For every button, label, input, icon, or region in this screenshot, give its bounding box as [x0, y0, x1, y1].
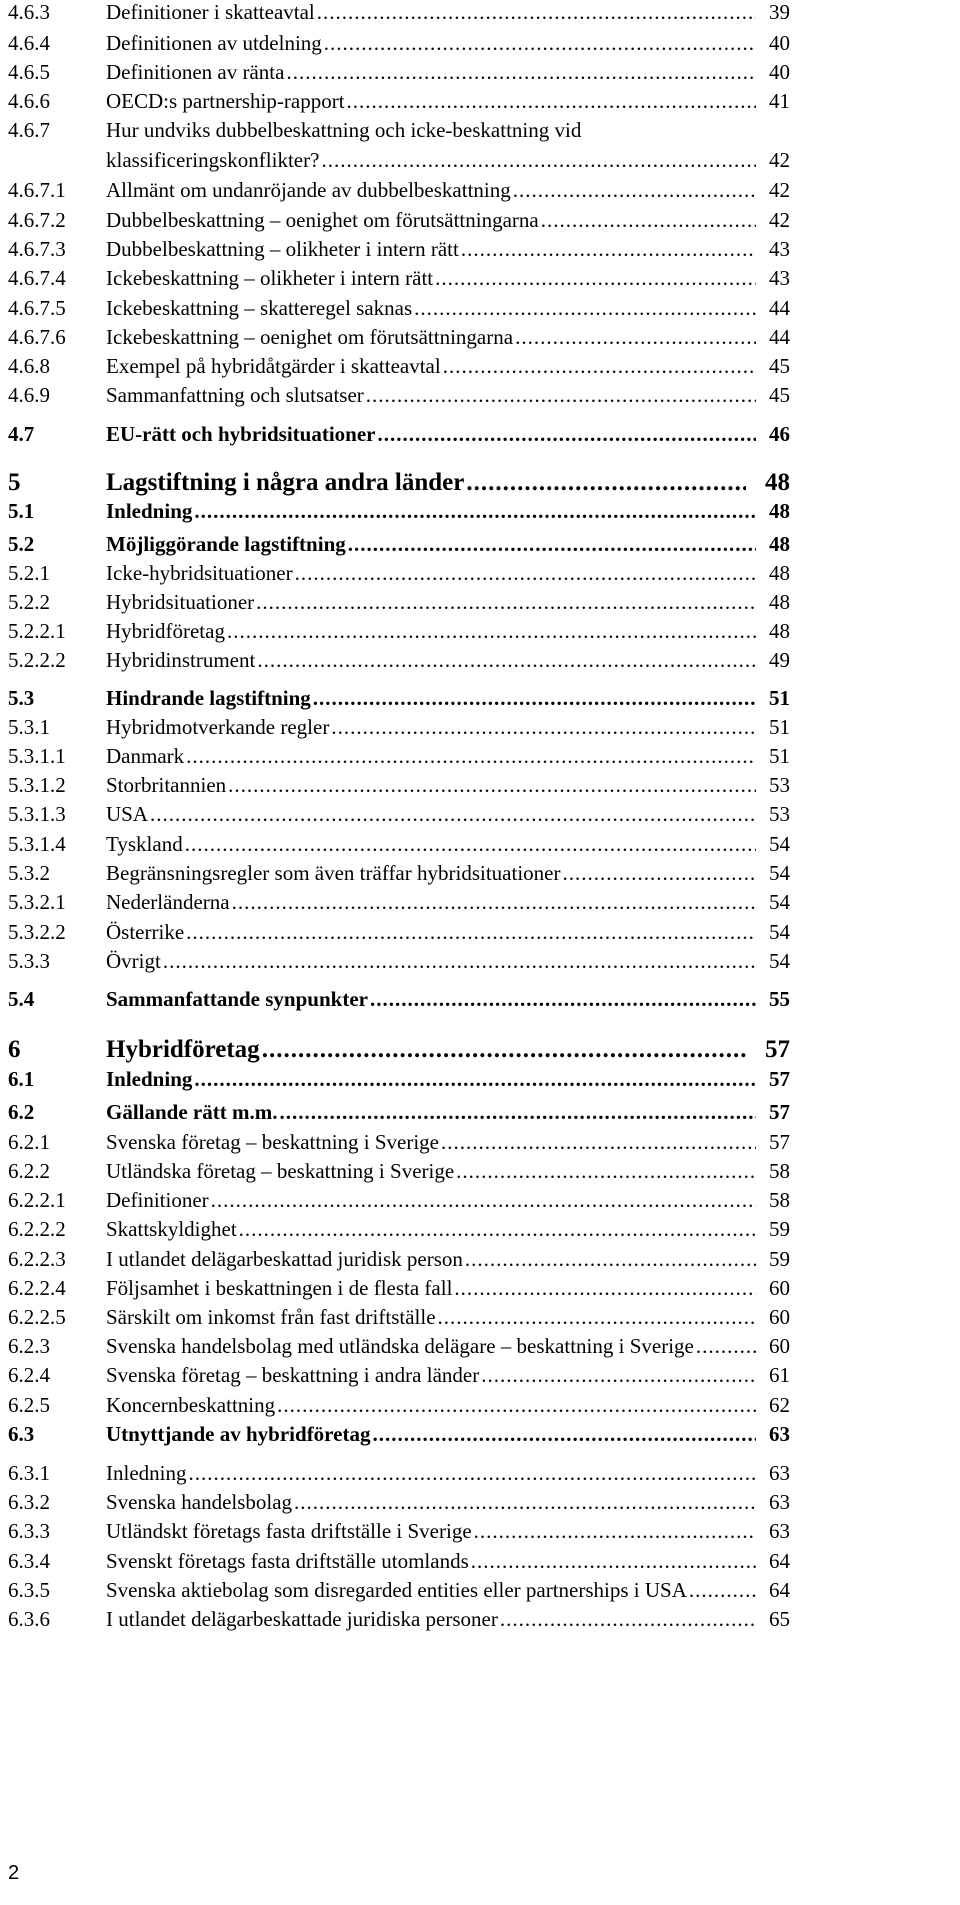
toc-entry-page: 42: [756, 178, 790, 203]
toc-entry-title: Hybridföretag: [106, 1036, 260, 1063]
toc-entry-number: 4.6.3: [8, 0, 50, 24]
toc-entry-number: 6.3.2: [8, 1490, 50, 1514]
toc-entry[interactable]: [0, 861, 960, 891]
toc-entry-title: EU-rätt och hybridsituationer: [106, 422, 376, 446]
toc-entry-page: 54: [756, 920, 790, 945]
toc-entry-title: Hybridsituationer: [106, 590, 255, 614]
toc-entry-number: 5.2: [8, 532, 35, 556]
toc-entry-title: Hindrande lagstiftning: [106, 686, 311, 710]
toc-entry[interactable]: [0, 422, 960, 452]
toc-entry-number: 5.3.1.1: [8, 744, 66, 768]
page-number: 2: [8, 1862, 20, 1884]
toc-entry-page: 54: [756, 861, 790, 886]
dot-leader: [228, 773, 790, 798]
toc-entry-title: Inledning: [106, 499, 193, 523]
toc-entry[interactable]: [0, 532, 960, 562]
toc-entry[interactable]: [0, 1422, 960, 1452]
dot-leader: [257, 648, 790, 673]
toc-entry-number: 5.3.3: [8, 949, 50, 973]
toc-entry[interactable]: [0, 1490, 960, 1520]
toc-entry-number: 6.3.3: [8, 1519, 50, 1543]
dot-leader: [186, 920, 790, 945]
toc-entry-page: 64: [756, 1578, 790, 1603]
dot-leader: [372, 1422, 790, 1447]
toc-entry-title: Definitionen av utdelning: [106, 31, 322, 55]
dot-leader: [185, 832, 790, 857]
toc-entry-number: 5.3: [8, 686, 35, 710]
dot-leader: [500, 1607, 790, 1632]
toc-entry-page: 54: [756, 832, 790, 857]
toc-entry-title: Sammanfattning och slutsatser: [106, 383, 364, 407]
toc-entry-page: 59: [756, 1247, 790, 1272]
toc-entry-title: Svenska handelsbolag med utländska delägare – beskattning i Sverige: [106, 1334, 694, 1358]
toc-entry-title: Nederländerna: [106, 890, 230, 914]
toc-entry[interactable]: [0, 773, 960, 803]
dot-leader: [441, 1130, 790, 1155]
toc-entry[interactable]: [0, 1159, 960, 1189]
dot-leader: [515, 325, 790, 350]
toc-entry[interactable]: [0, 561, 960, 591]
toc-entry-page: 63: [756, 1461, 790, 1486]
toc-entry-page: 59: [756, 1217, 790, 1242]
dot-leader: [465, 1247, 790, 1272]
toc-entry-title: Exempel på hybridåtgärder i skatteavtal: [106, 354, 441, 378]
toc-entry-number: 6: [8, 1036, 21, 1063]
toc-entry-number: 6.3.4: [8, 1549, 50, 1573]
dot-leader: [513, 178, 790, 203]
toc-entry-number: 6.2.2: [8, 1159, 50, 1183]
toc-entry-number: 4.6.7.6: [8, 325, 66, 349]
toc-entry-page: 42: [756, 148, 790, 173]
dot-leader: [294, 1490, 790, 1515]
toc-entry-title: Hybridmotverkande regler: [106, 715, 330, 739]
dot-leader: [443, 354, 790, 379]
dot-leader: [541, 208, 790, 233]
toc-entry-number: 6.2.2.3: [8, 1247, 66, 1271]
toc-entry-number: 4.6.7.3: [8, 237, 66, 261]
toc-entry[interactable]: [0, 31, 960, 61]
toc-entry-page: 40: [756, 31, 790, 56]
dot-leader: [347, 89, 790, 114]
toc-entry-page: 65: [756, 1607, 790, 1632]
toc-entry-page: 63: [756, 1490, 790, 1515]
toc-entry[interactable]: [0, 1334, 960, 1364]
toc-entry-page: 48: [746, 469, 790, 497]
toc-entry-title: Begränsningsregler som även träffar hybridsituationer: [106, 861, 561, 885]
dot-leader: [456, 1159, 790, 1184]
toc-entry-page: 41: [756, 89, 790, 114]
toc-entry-title: OECD:s partnership-rapport: [106, 89, 345, 113]
toc-entry-page: 54: [756, 949, 790, 974]
toc-entry[interactable]: [0, 648, 960, 678]
toc-entry[interactable]: [0, 499, 960, 529]
toc-entry-number: 5.3.1.2: [8, 773, 66, 797]
dot-leader: [286, 60, 790, 85]
dot-leader: [317, 0, 790, 25]
dot-leader: [188, 1461, 790, 1486]
dot-leader: [414, 296, 790, 321]
toc-entry[interactable]: [0, 1549, 960, 1579]
toc-entry-number: 5.3.2: [8, 861, 50, 885]
toc-entry[interactable]: [0, 325, 960, 355]
toc-entry-number: 6.2.3: [8, 1334, 50, 1358]
toc-entry-title: Ickebeskattning – skatteregel saknas: [106, 296, 413, 320]
toc-entry-title: Följsamhet i beskattningen i de flesta fall: [106, 1276, 453, 1300]
toc-entry-number: 6.2.4: [8, 1363, 50, 1387]
toc-entry[interactable]: [0, 1393, 960, 1423]
toc-entry-page: 48: [756, 499, 790, 524]
toc-entry-number: 5.3.1.4: [8, 832, 66, 856]
toc-entry[interactable]: [0, 266, 960, 296]
toc-entry-number: 4.6.7.4: [8, 266, 66, 290]
toc-entry-title: Allmänt om undanröjande av dubbelbeskattning: [106, 178, 511, 202]
toc-entry-number: 6.3.5: [8, 1578, 50, 1602]
toc-entry[interactable]: [0, 1363, 960, 1393]
toc-entry-title: Svenska handelsbolag: [106, 1490, 293, 1514]
toc-entry[interactable]: [0, 1188, 960, 1218]
dot-leader: [348, 532, 790, 557]
dot-leader: [232, 890, 790, 915]
toc-entry-number: 4.6.4: [8, 31, 50, 55]
toc-entry[interactable]: [0, 178, 960, 208]
toc-entry-number: 4.6.7.1: [8, 178, 66, 202]
toc-entry-title: Svenska aktiebolag som disregarded entities eller partnerships i USA: [106, 1578, 687, 1602]
toc-entry-page: 62: [756, 1393, 790, 1418]
dot-leader: [194, 1067, 790, 1092]
toc-entry-title: Hybridföretag: [106, 619, 225, 643]
toc-entry[interactable]: [0, 118, 960, 172]
toc-entry-number: 4.6.7.2: [8, 208, 66, 232]
toc-entry-title: Skattskyldighet: [106, 1217, 237, 1241]
toc-entry[interactable]: [0, 1578, 960, 1608]
toc-entry-page: 60: [756, 1305, 790, 1330]
toc-entry[interactable]: [0, 237, 960, 267]
toc-entry[interactable]: [0, 60, 960, 90]
dot-leader: [186, 744, 790, 769]
toc-entry-page: 60: [756, 1334, 790, 1359]
toc-entry-page: 45: [756, 383, 790, 408]
toc-entry-title: Definitioner: [106, 1188, 209, 1212]
toc-entry-page: 57: [746, 1036, 790, 1064]
toc-entry-title: Definitionen av ränta: [106, 60, 285, 84]
toc-entry-title: Särskilt om inkomst från fast driftställe: [106, 1305, 436, 1329]
toc-entry-page: 44: [756, 296, 790, 321]
toc-entry-title: Svenska företag – beskattning i andra länder: [106, 1363, 480, 1387]
toc-entry[interactable]: [0, 890, 960, 920]
toc-entry-page: 40: [756, 60, 790, 85]
toc-entry-page: 42: [756, 208, 790, 233]
toc-entry-page: 48: [756, 619, 790, 644]
dot-leader: [321, 148, 790, 173]
toc-entry-page: 57: [756, 1067, 790, 1092]
toc-entry-number: 5.3.2.2: [8, 920, 66, 944]
toc-entry[interactable]: [0, 1276, 960, 1306]
toc-entry-title: Danmark: [106, 744, 185, 768]
toc-entry[interactable]: [0, 296, 960, 326]
toc-entry-title: Storbritannien: [106, 773, 227, 797]
toc-entry-number: 4.6.8: [8, 354, 50, 378]
dot-leader: [370, 987, 790, 1012]
toc-entry-title: USA: [106, 802, 149, 826]
dot-leader: [163, 949, 790, 974]
toc-entry[interactable]: [0, 987, 960, 1017]
toc-entry-number: 4.6.7: [8, 118, 50, 142]
toc-entry[interactable]: [0, 354, 960, 384]
toc-entry-number: 4.6.5: [8, 60, 50, 84]
toc-entry-number: 6.3: [8, 1422, 35, 1446]
toc-entry-title: Koncernbeskattning: [106, 1393, 276, 1417]
toc-entry-title: Definitioner i skatteavtal: [106, 0, 315, 24]
toc-entry-number: 5.2.2.2: [8, 648, 66, 672]
toc-entry[interactable]: [0, 949, 960, 979]
toc-entry-number: 5.2.2: [8, 590, 50, 614]
toc-entry-number: 4.6.7.5: [8, 296, 66, 320]
toc-entry-page: 45: [756, 354, 790, 379]
toc-entry-number: 5.1: [8, 499, 35, 523]
dot-leader: [324, 31, 790, 56]
toc-entry-number: 6.3.6: [8, 1607, 50, 1631]
toc-entry-page: 61: [756, 1363, 790, 1388]
toc-entry-page: 48: [756, 561, 790, 586]
toc-entry[interactable]: [0, 832, 960, 862]
toc-entry-title: Sammanfattande synpunkter: [106, 987, 368, 1011]
dot-leader: [481, 1363, 790, 1388]
dot-leader: [471, 1549, 790, 1574]
dot-leader: [295, 561, 790, 586]
toc-entry-title: Möjliggörande lagstiftning: [106, 532, 346, 556]
toc-entry-page: 48: [756, 590, 790, 615]
dot-leader: [262, 1036, 790, 1064]
toc-entry-number: 5.4: [8, 987, 35, 1011]
toc-entry-page: 43: [756, 237, 790, 262]
toc-entry-page: 48: [756, 532, 790, 557]
toc-entry[interactable]: [0, 1217, 960, 1247]
toc-entry[interactable]: [0, 686, 960, 716]
toc-entry[interactable]: [0, 1607, 960, 1637]
toc-entry-page: 60: [756, 1276, 790, 1301]
toc-entry-page: 51: [756, 686, 790, 711]
toc-entry-title: Gällande rätt m.m.: [106, 1100, 278, 1124]
toc-entry-page: 55: [756, 987, 790, 1012]
toc-entry-page: 63: [756, 1519, 790, 1544]
dot-leader: [150, 802, 790, 827]
toc-entry-page: 46: [756, 422, 790, 447]
toc-entry-page: 49: [756, 648, 790, 673]
toc-entry[interactable]: [0, 1067, 960, 1097]
toc-entry[interactable]: [0, 590, 960, 620]
toc-entry-page: 39: [756, 0, 790, 25]
toc-entry-title: Österrike: [106, 920, 185, 944]
toc-entry-number: 6.2.2.1: [8, 1188, 66, 1212]
toc-entry-page: 57: [756, 1130, 790, 1155]
toc-entry-title: Inledning: [106, 1461, 187, 1485]
toc-entry-number: 5.3.2.1: [8, 890, 66, 914]
dot-leader: [474, 1519, 790, 1544]
toc-entry-title-continuation: klassificeringskonflikter?: [106, 148, 320, 172]
toc-entry-title: Utländska företag – beskattning i Sverige: [106, 1159, 455, 1183]
dot-leader: [277, 1393, 790, 1418]
toc-entry-page: 51: [756, 744, 790, 769]
toc-entry[interactable]: [0, 802, 960, 832]
toc-entry-number: 6.2.2.5: [8, 1305, 66, 1329]
toc-entry-number: 4.7: [8, 422, 35, 446]
dot-leader: [461, 237, 790, 262]
toc-entry[interactable]: [0, 1130, 960, 1160]
dot-leader: [194, 499, 790, 524]
toc-entry[interactable]: [0, 1461, 960, 1491]
toc-entry-title: Ickebeskattning – oenighet om förutsättningarna: [106, 325, 514, 349]
toc-entry-number: 5.2.1: [8, 561, 50, 585]
toc-entry-number: 6.2.5: [8, 1393, 50, 1417]
toc-entry-page: 58: [756, 1159, 790, 1184]
toc-entry-title: Utnyttjande av hybridföretag: [106, 1422, 371, 1446]
toc-entry-number: 6.3.1: [8, 1461, 50, 1485]
toc-entry[interactable]: [0, 744, 960, 774]
toc-entry[interactable]: [0, 383, 960, 413]
dot-leader: [313, 686, 790, 711]
toc-entry-title: Utländskt företags fasta driftställe i Sverige: [106, 1519, 472, 1543]
dot-leader: [435, 266, 790, 291]
toc-entry-title: Svenskt företags fasta driftställe utomlands: [106, 1549, 469, 1573]
toc-entry[interactable]: [0, 619, 960, 649]
toc-entry-page: 57: [756, 1100, 790, 1125]
toc-entry-title: Inledning: [106, 1067, 193, 1091]
toc-entry-page: 43: [756, 266, 790, 291]
toc-entry[interactable]: [0, 715, 960, 745]
toc-entry-number: 5.3.1.3: [8, 802, 66, 826]
toc-entry-title: Svenska företag – beskattning i Sverige: [106, 1130, 440, 1154]
toc-entry[interactable]: [0, 1100, 960, 1130]
toc-entry-title: Dubbelbeskattning – olikheter i intern rätt: [106, 237, 459, 261]
toc-entry-number: 6.2.1: [8, 1130, 50, 1154]
toc-entry-number: 6.2.2.4: [8, 1276, 66, 1300]
toc-entry-page: 63: [756, 1422, 790, 1447]
dot-leader: [366, 383, 790, 408]
dot-leader: [438, 1305, 790, 1330]
toc-entry-title: Hybridinstrument: [106, 648, 256, 672]
toc-entry-title: Tyskland: [106, 832, 183, 856]
toc-entry[interactable]: [0, 1247, 960, 1277]
toc-entry-title: I utlandet delägarbeskattade juridiska personer: [106, 1607, 498, 1631]
dot-leader: [454, 1276, 790, 1301]
toc-entry-number: 4.6.6: [8, 89, 50, 113]
toc-entry-number: 5: [8, 469, 21, 496]
toc-entry-title: I utlandet delägarbeskattad juridisk person: [106, 1247, 463, 1271]
toc-entry-number: 5.2.2.1: [8, 619, 66, 643]
dot-leader: [279, 1100, 790, 1125]
toc-entry-number: 4.6.9: [8, 383, 50, 407]
dot-leader: [466, 469, 790, 497]
toc-entry-page: 58: [756, 1188, 790, 1213]
toc-entry-number: 5.3.1: [8, 715, 50, 739]
toc-entry-page: 64: [756, 1549, 790, 1574]
dot-leader: [239, 1217, 790, 1242]
toc-entry-page: 51: [756, 715, 790, 740]
toc-entry[interactable]: [0, 0, 960, 30]
toc-entry-page: 53: [756, 802, 790, 827]
toc-entry-page: 44: [756, 325, 790, 350]
toc-entry-number: 6.2.2.2: [8, 1217, 66, 1241]
toc-entry-number: 6.1: [8, 1067, 35, 1091]
toc-entry[interactable]: [0, 89, 960, 119]
toc-entry-title: Ickebeskattning – olikheter i intern rätt: [106, 266, 434, 290]
toc-entry[interactable]: [0, 208, 960, 238]
dot-leader: [378, 422, 791, 447]
dot-leader: [227, 619, 790, 644]
toc-entry-title: Icke-hybridsituationer: [106, 561, 293, 585]
toc-entry[interactable]: [0, 1305, 960, 1335]
toc-entry-number: 6.2: [8, 1100, 35, 1124]
toc-entry[interactable]: [0, 920, 960, 950]
toc-entry-page: 53: [756, 773, 790, 798]
toc-entry[interactable]: [0, 1519, 960, 1549]
toc-entry-title: Övrigt: [106, 949, 161, 973]
toc-entry-title: Lagstiftning i några andra länder: [106, 469, 465, 496]
dot-leader: [211, 1188, 790, 1213]
toc-entry-page: 54: [756, 890, 790, 915]
dot-leader: [331, 715, 790, 740]
toc-entry-title: Hur undviks dubbelbeskattning och icke-beskattning vid: [106, 118, 582, 142]
toc-entry-title: Dubbelbeskattning – oenighet om förutsättningarna: [106, 208, 539, 232]
dot-leader: [256, 590, 790, 615]
